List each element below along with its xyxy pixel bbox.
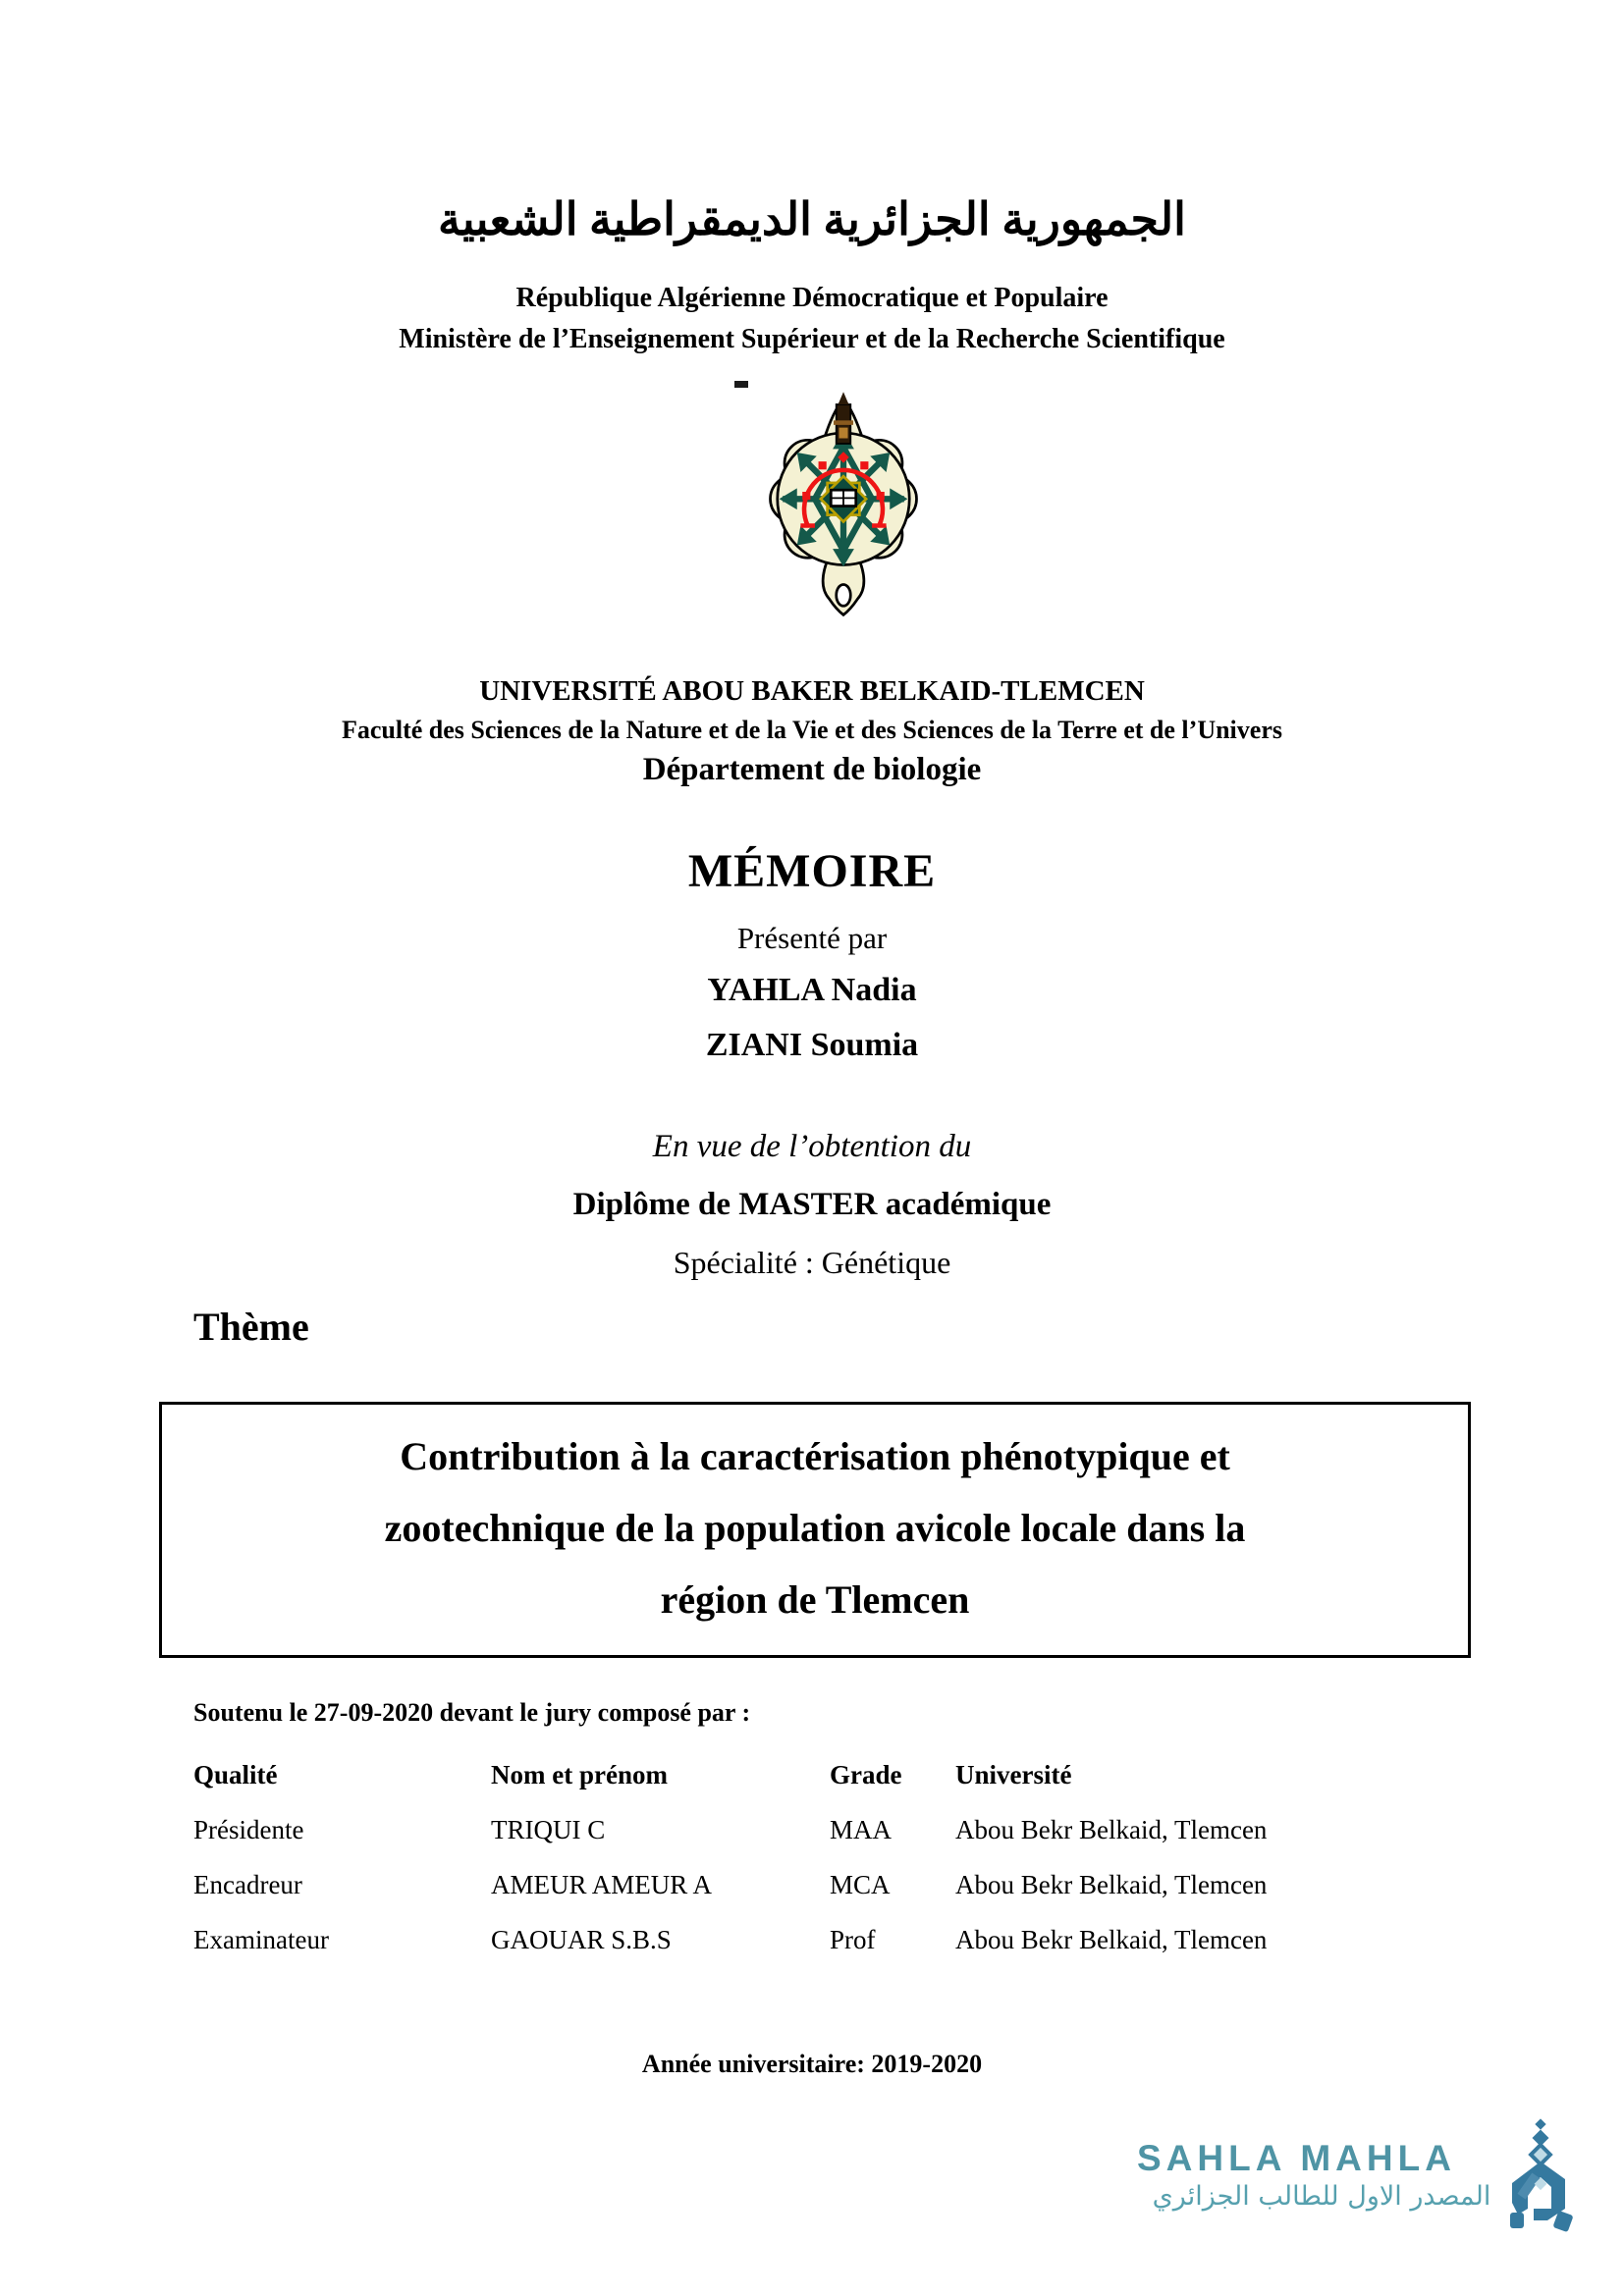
jury-cell-grade: MCA: [830, 1870, 891, 1899]
jury-cell-university: Abou Bekr Belkaid, Tlemcen: [955, 1870, 1268, 1899]
university-name-line: UNIVERSITÉ ABOU BAKER BELKAID-TLEMCEN: [479, 675, 1145, 707]
sahla-mahla-watermark: [1137, 2138, 1581, 2212]
author-name: YAHLA Nadia: [707, 972, 917, 1008]
jury-cell-quality: Examinateur: [193, 1925, 329, 1954]
specialty-line: Spécialité : Génétique: [673, 1245, 951, 1280]
jury-cell-name: TRIQUI C: [491, 1815, 606, 1844]
jury-col-header: Nom et prénom: [491, 1760, 668, 1789]
thesis-title-line: zootechnique de la population avicole locale dans la: [384, 1506, 1246, 1550]
purpose-line: En vue de l’obtention du: [652, 1129, 972, 1164]
ministry-line: Ministère de l’Enseignement Supérieur et de la Recherche Scientifique: [399, 324, 1225, 354]
republic-line: République Algérienne Démocratique et Populaire: [515, 283, 1109, 313]
jury-cell-name: AMEUR AMEUR A: [491, 1870, 713, 1899]
sahla-mahla-brand-text: SAHLA MAHLA: [1137, 2138, 1456, 2178]
jury-col-header: Université: [955, 1760, 1072, 1789]
jury-cell-university: Abou Bekr Belkaid, Tlemcen: [955, 1815, 1268, 1844]
jury-cell-quality: Présidente: [193, 1815, 304, 1844]
jury-cell-university: Abou Bekr Belkaid, Tlemcen: [955, 1925, 1268, 1954]
thesis-title-line: Contribution à la caractérisation phénotypique et: [400, 1434, 1230, 1478]
author-name: ZIANI Soumia: [705, 1027, 919, 1063]
presented-by-label: Présenté par: [736, 921, 888, 955]
thesis-title-line: région de Tlemcen: [660, 1577, 970, 1622]
jury-cell-quality: Encadreur: [193, 1870, 302, 1899]
diploma-line: Diplôme de MASTER académique: [572, 1187, 1052, 1222]
memoire-heading: MÉMOIRE: [687, 845, 937, 897]
thesis-title-box: [159, 1402, 1471, 1658]
jury-table: [193, 1760, 1440, 1980]
department-line: Département de biologie: [642, 752, 982, 787]
small-ink-mark: [734, 381, 748, 388]
jury-cell-name: GAOUAR S.B.S: [491, 1925, 672, 1954]
theme-label: Thème: [193, 1305, 309, 1349]
arabic-republic-title: الجمهورية الجزائرية الديمقراطية الشعبية: [438, 194, 1186, 244]
sahla-mahla-tagline-arabic: المصدر الاول للطالب الجزائري: [1152, 2181, 1491, 2212]
jury-col-header: Grade: [830, 1760, 902, 1789]
jury-cell-grade: Prof: [830, 1925, 876, 1954]
faculty-line: Faculté des Sciences de la Nature et de la Vie et des Sciences de la Terre et de l’Univers: [342, 716, 1282, 744]
jury-cell-grade: MAA: [830, 1815, 893, 1844]
jury-col-header: Qualité: [193, 1760, 278, 1789]
defense-date-line: Soutenu le 27-09-2020 devant le jury composé par :: [193, 1698, 751, 1727]
university-tlemcen-logo: [754, 385, 933, 618]
academic-year-line: Année universitaire: 2019-2020: [641, 2050, 983, 2078]
sahla-mahla-logo-icon: [1504, 2118, 1579, 2238]
